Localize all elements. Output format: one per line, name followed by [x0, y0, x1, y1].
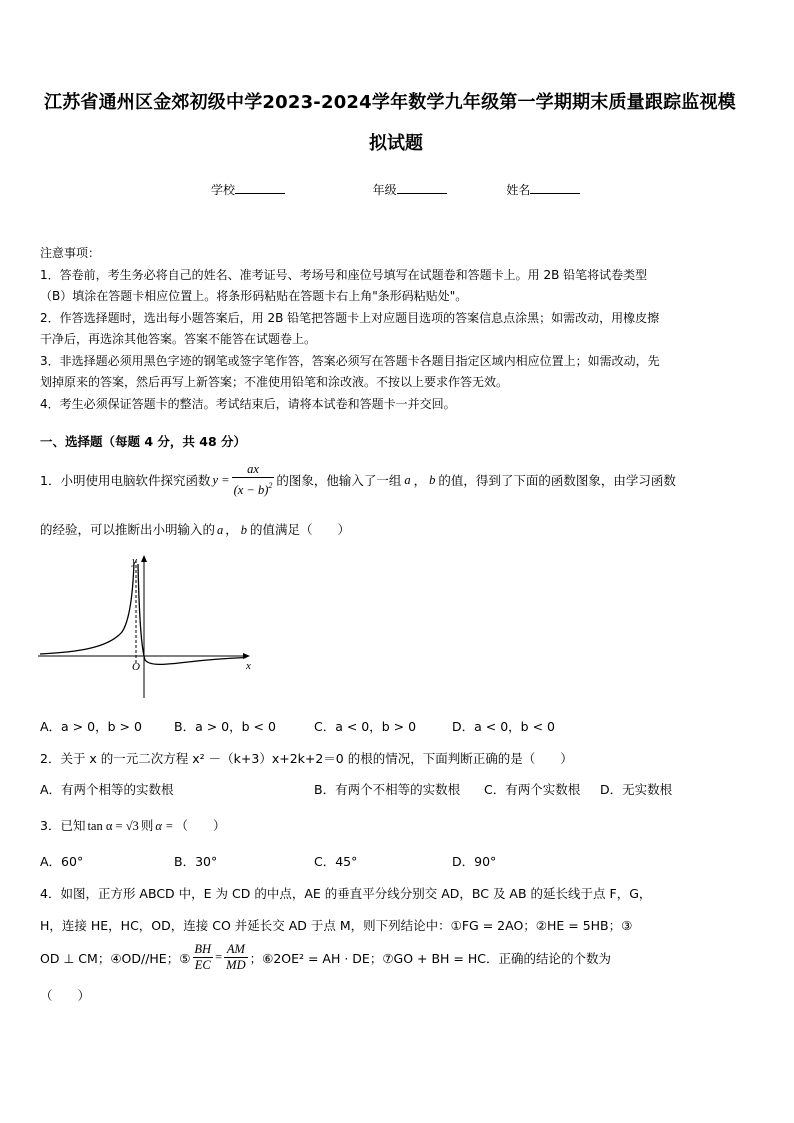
q3-option-b[interactable]: B．30° — [174, 854, 218, 869]
q3-option-a[interactable]: A．60° — [40, 854, 84, 869]
q4-frac2-den: MD — [226, 958, 246, 972]
q1-frac-den-base: (x − b) — [233, 483, 269, 497]
student-info-row — [211, 181, 580, 198]
y-axis-label: y — [132, 555, 137, 567]
q1-option-d[interactable]: D．a < 0，b < 0 — [452, 719, 555, 734]
grade-blank[interactable] — [397, 182, 447, 194]
q1-function-graph — [38, 552, 260, 702]
q1-stem-line2 — [40, 520, 350, 538]
q1-comma-2: ， — [225, 522, 238, 537]
notes-line: 1．答卷前，考生务必将自己的姓名、准考证号、考场号和座位号填写在试题卷和答题卡上。用 2B 铅笔将试卷类型 — [40, 267, 648, 282]
page-title-line2: 拟试题 — [369, 133, 423, 154]
q1-stem-line1 — [40, 462, 676, 498]
q4-fraction-2 — [224, 942, 247, 973]
q1-fraction — [232, 462, 275, 498]
q1-pre: 1．小明使用电脑软件探究函数 — [40, 473, 211, 488]
q4-frac2-num: AM — [226, 942, 245, 956]
q1-b-2: b — [240, 523, 248, 537]
q3-mid: 则 — [140, 818, 154, 833]
q1-a-2: a — [217, 523, 224, 537]
q1-mid: 的图象，他输入了一组 — [276, 473, 402, 488]
q1-b: b — [429, 472, 436, 487]
notes-line: 4．考生必须保证答题卡的整洁。考试结束后，请将本试卷和答题卡一并交回。 — [40, 396, 456, 411]
section-heading: 一、选择题（每题 4 分，共 48 分） — [40, 434, 247, 449]
q4-line3-b: ；⑥2OE² = AH · DE；⑦GO + BH = HC．正确的结论的个数为 — [249, 950, 612, 966]
q1-line2-pre: 的经验，可以推断出小明输入的 — [40, 522, 216, 537]
grade-label: 年级 — [372, 183, 397, 197]
notes-line: 划掉原来的答案，然后再写上新答案；不准使用铅笔和涂改液。不按以上要求作答无效。 — [40, 375, 509, 389]
school-label: 学校 — [211, 183, 236, 197]
q4-line2: H，连接 HE，HC，OD，连接 CO 并延长交 AD 于点 M，则下列结论中：①FG = 2AO；②HE = 5HB；③ — [40, 918, 633, 933]
curve-right-branch — [138, 564, 246, 664]
q1-a: a — [404, 472, 411, 487]
notes-line: 3．非选择题必须用黑色字迹的钢笔或签字笔作答，答案必须写在答题卡各题目指定区域内相应位置上；如需改动，先 — [40, 353, 660, 368]
q1-post: 的值，得到了下面的函数图象，由学习函数 — [438, 473, 676, 488]
school-blank[interactable] — [235, 182, 285, 194]
q1-option-b[interactable]: B．a > 0，b < 0 — [174, 719, 276, 734]
x-axis-label: x — [246, 660, 251, 672]
q4-line3 — [40, 942, 611, 973]
q1-line2-post: 的值满足（ ） — [250, 522, 351, 537]
notes-block — [40, 243, 660, 415]
origin-label: O — [132, 661, 140, 673]
q3-expr: tan α = √3 — [87, 819, 139, 833]
q3-options — [40, 852, 740, 872]
q1-option-c[interactable]: C．a < 0，b > 0 — [314, 719, 417, 734]
q3-option-d[interactable]: D．90° — [452, 854, 497, 869]
curve-left-branch — [40, 562, 134, 654]
q2-options — [40, 780, 740, 800]
notes-heading: 注意事项： — [40, 246, 101, 260]
q3-option-c[interactable]: C．45° — [314, 854, 358, 869]
q3-post: （ ） — [175, 818, 226, 833]
q4-frac1-den: EC — [194, 958, 211, 972]
q3-stem — [40, 816, 225, 834]
notes-line: （B）填涂在答题卡相应位置上。将条形码粘贴在答题卡右上角"条形码粘贴处"。 — [40, 289, 468, 303]
q4-line3-a: OD ⊥ CM；④OD//HE；⑤ — [40, 950, 191, 966]
y-axis-arrow — [141, 555, 147, 562]
q4-frac1-num: BH — [194, 942, 212, 956]
q4-fraction-1 — [192, 942, 213, 973]
name-blank[interactable] — [530, 182, 580, 194]
q3-pre: 3．已知 — [40, 818, 86, 833]
q2-option-a[interactable]: A．有两个相等的实数根 — [40, 782, 174, 797]
q3-alpha: α = — [155, 819, 174, 833]
q1-frac-num: ax — [247, 462, 259, 476]
q1-y-eq: y = — [212, 472, 230, 487]
q4-line1: 4．如图，正方形 ABCD 中，E 为 CD 的中点，AE 的垂直平分线分别交 AD，BC 及 AB 的延长线于点 F，G， — [40, 886, 652, 901]
q1-option-a[interactable]: A．a > 0，b > 0 — [40, 719, 142, 734]
notes-line: 2．作答选择题时，选出每小题答案后，用 2B 铅笔把答题卡上对应题目选项的答案信息点涂黑；如需改动，用橡皮擦 — [40, 310, 660, 325]
q2-option-b[interactable]: B．有两个不相等的实数根 — [314, 782, 461, 797]
q1-frac-den — [232, 477, 275, 498]
q2-option-c[interactable]: C．有两个实数根 — [484, 782, 581, 797]
q1-comma: ， — [413, 473, 427, 488]
q2-option-d[interactable]: D．无实数根 — [600, 782, 673, 797]
q1-frac-den-exp: 2 — [268, 481, 273, 490]
q4-line4: （ ） — [40, 988, 91, 1003]
page-title: 江苏省通州区金郊初级中学2023-2024学年数学九年级第一学期期末质量跟踪监视模 — [44, 92, 736, 113]
name-label: 姓名 — [506, 183, 531, 197]
notes-line: 干净后，再选涂其他答案。答案不能答在试题卷上。 — [40, 332, 317, 346]
q4-equals: = — [215, 950, 223, 964]
q2-stem: 2．关于 x 的一元二次方程 x² －（k+3）x+2k+2＝0 的根的情况，下面判断正确的是（ ） — [40, 751, 573, 766]
